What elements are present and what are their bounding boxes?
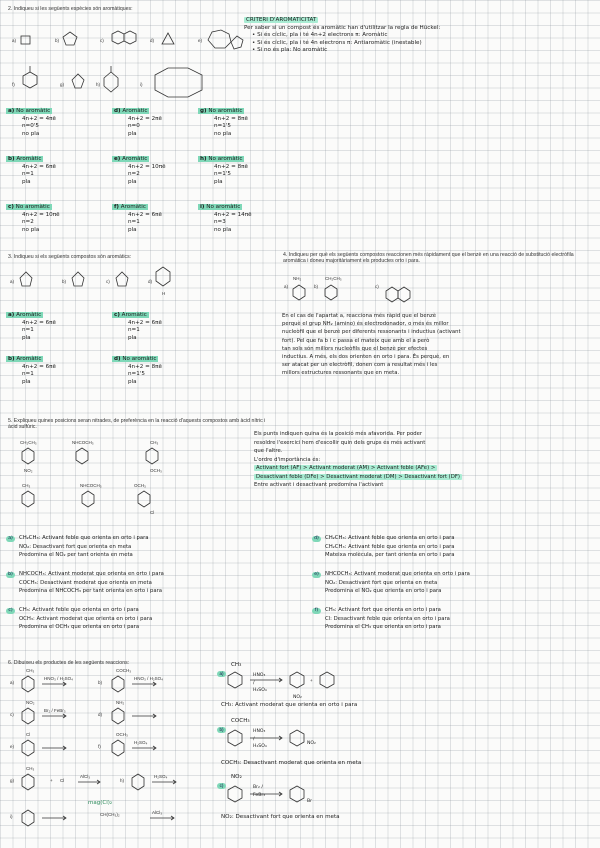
svg-text:e): e) (10, 744, 15, 749)
svg-text:b): b) (314, 284, 319, 289)
svg-text:f): f) (12, 82, 15, 87)
svg-text:OCH₃: OCH₃ (134, 483, 146, 488)
svg-text:NH₂: NH₂ (116, 700, 125, 705)
q5-answer-b: b) NHCOCH₃: Activant moderat que orienta en orto i para COCH₃: Desactivant moderat que orienta en meta Predomina el NHCOCH₃ per tant orienta en orto i para (6, 570, 164, 596)
q2-title: 2. Indiqueu si les següents espècies són aromàtiques: (8, 6, 133, 12)
svg-text:NO₂: NO₂ (24, 468, 33, 473)
svg-text:Cl: Cl (60, 778, 65, 783)
svg-text:HNO₃ / H₂SO₄: HNO₃ / H₂SO₄ (134, 676, 163, 681)
q4-mol-b-label: CH₂CH₃ (325, 276, 342, 281)
svg-text:d): d) (150, 38, 155, 43)
svg-text:i): i) (10, 814, 13, 819)
svg-text:Br₂ / FeBr₃: Br₂ / FeBr₃ (44, 708, 66, 713)
svg-text:OCH₃: OCH₃ (150, 468, 162, 473)
svg-text:c): c) (375, 284, 379, 289)
svg-text:b): b) (98, 680, 103, 685)
svg-text:CH₃: CH₃ (150, 440, 159, 445)
svg-text:+: + (310, 678, 313, 683)
q4-title: 4. Indiqueu per què els següents compostos reaccionen més ràpidament que el benzè en una reacció de substitució electròfila aromàtica i doneu majoritàriament els productes orto i para. (283, 252, 574, 265)
q3-title: 3. Indiqueu si els següents compostos són aromàtics: (8, 254, 132, 260)
q6-answer-c: c) NO₂ Br₂ / FeBr₃ Br NO₂: Desactivant fort que orienta en meta (217, 774, 230, 792)
svg-text:c): c) (100, 38, 104, 43)
svg-text:e): e) (198, 38, 203, 43)
q2-answer-c: c) No aromàtic 4n+2 = 10πē n=2 no pla (8, 204, 60, 233)
criteria-3: • Si no és pla: No aromàtic (252, 47, 328, 54)
svg-text:AlCl₃: AlCl₃ (80, 774, 91, 779)
q5-answer-a: a) CH₂CH₃: Activant feble que orienta en orto i para NO₂: Desactivant fort que orienta en meta Predomina el NO₂ per tant orienta en meta (6, 534, 149, 560)
svg-text:CH₃: CH₃ (26, 766, 35, 771)
q3-answer-a: a) Aromàtic 4n+2 = 6πē n=1 pla (8, 312, 56, 341)
svg-text:a): a) (284, 284, 289, 289)
svg-text:b): b) (55, 38, 60, 43)
svg-text:H: H (162, 291, 166, 296)
svg-text:CH₂CH₃: CH₂CH₃ (20, 440, 37, 445)
q5-answer-e: e) NHCOCH₃: Activant moderat que orienta en orto i para NO₂: Desactivant fort que orienta en meta Predomina el NO₂ que orienta en orto i para (312, 570, 470, 596)
svg-text:AlCl₃: AlCl₃ (152, 810, 163, 815)
q6-answer-a: a) CH₃ HNO₃ / H₂SO₄ NO₂ CH₃: Activant moderat que orienta en orto i para (217, 662, 230, 680)
svg-text:g): g) (60, 82, 65, 87)
q5-answer-c: c) CH₃: Activant feble que orienta en orto i para OCH₃: Activant moderat que orienta en orto i para Predomina el OCH₃ que orienta en orto i para (6, 606, 152, 632)
criteria-intro: Per saber si un compost és aromàtic han d'utilitzar la regla de Hückel: (244, 24, 441, 31)
svg-text:d): d) (148, 279, 153, 284)
q6-answer-b: b) COCH₃ HNO₃ / H₂SO₄ NO₂ COCH₃: Desactivant moderat que orienta en meta (217, 718, 230, 736)
svg-text:h): h) (96, 82, 101, 87)
q5-answer-f: f) CH₃: Activant fort que orienta en orto i para Cl: Desactivant feble que orienta en orto i para Predomina el CH₃ que orienta en orto i para (312, 606, 450, 632)
q3-answer-d: d) No aromàtic 4n+2 = 8πē n=1'5 pla (114, 356, 162, 385)
svg-text:b): b) (62, 279, 67, 284)
svg-text:a): a) (10, 279, 15, 284)
svg-text:HNO₃ / H₂SO₄: HNO₃ / H₂SO₄ (44, 676, 73, 681)
q2-answer-e: e) Aromàtic 4n+2 = 10πē n=2 pla (114, 156, 166, 185)
q3-answer-c: c) Aromàtic 4n+2 = 6πē n=1 pla (114, 312, 162, 341)
q3-answer-b: b) Aromàtic 4n+2 = 6πē n=1 pla (8, 356, 56, 385)
svg-text:COCH₃: COCH₃ (116, 668, 132, 673)
q2-answer-g: g) No aromàtic 4n+2 = 8πē n=1'5 no pla (200, 108, 248, 137)
svg-text:+: + (50, 778, 53, 783)
svg-text:Cl: Cl (26, 732, 31, 737)
q4-mol-a-label: NH₂ (293, 276, 302, 281)
svg-text:H₂SO₄: H₂SO₄ (154, 774, 168, 779)
svg-text:c): c) (106, 279, 110, 284)
q4-answer: En el cas de l'apartat a, reacciona més ràpid que el benzè perquè el grup NH₂ (amino) és electrodonador, o més és millor nucleòfil que el benzè per diferents ressonants i inductius (activant fort). Pel que fa b i c passa el mateix que amb el a però tan sols són millors nucleòfils que el benzè per efectes inductius. A més, els dos orienten en orto i para. És perquè, en ser atacat per un electròfil, donen com a resultat més i les millors estructures ressonants que en meta. (282, 313, 461, 377)
svg-text:g): g) (10, 778, 15, 783)
svg-text:h): h) (120, 778, 125, 783)
svg-text:CH₃: CH₃ (22, 483, 31, 488)
svg-text:OCH₃: OCH₃ (116, 732, 128, 737)
q5-title: 5. Expliqueu quines posicions seran nitrades, de preferència en la reacció d'aquests compostos amb àcid nítric i àcid sulfúric. (8, 418, 266, 431)
q2-answer-b: b) Aromàtic 4n+2 = 6πē n=1 pla (8, 156, 56, 185)
svg-text:a): a) (10, 680, 15, 685)
q6-scribble: mag(Cl)₂ (88, 800, 113, 806)
svg-text:CH₃: CH₃ (26, 668, 35, 673)
q2-answer-i: i) No aromàtic 4n+2 = 14πē n=3 no pla (200, 204, 252, 233)
svg-text:f): f) (98, 744, 101, 749)
svg-text:NO₂: NO₂ (26, 700, 35, 705)
svg-text:a): a) (12, 38, 17, 43)
criteria-2: • Si és cíclic, pla i té 4n electrons π: Antiaromàtic (inestable) (252, 39, 422, 46)
svg-text:c): c) (10, 712, 14, 717)
q2-answer-a: a) No aromàtic 4n+2 = 4πē n=0'5 no pla (8, 108, 56, 137)
svg-text:i): i) (140, 82, 143, 87)
criteria-1: • Si és cíclic, pla i té 4n+2 electrons π: Aromàtic (252, 32, 388, 39)
q5-answer-d: d) CH₂CH₃: Activant feble que orienta en orto i para CH₂CH₃: Activant feble que orienta en orto i para Mateixa molècula, per tant orienta en orto i para (312, 534, 455, 560)
q5-intro: Els punts indiquen quina és la posició més afavorida. Per poder resoldre l'exercici hem d'escollir quin dels grups és més activant que l'altre. L'ordre d'importància és: Activant fort (AF) > Activant moderat (AM) > Activant feble (AFe) > Desactivant feble (DFe) > Desactivant moderat (DM) > Desactivant fort (DF) Entre activant i desactivant predomina l'activant (254, 431, 460, 488)
svg-text:NHCOCH₃: NHCOCH₃ (80, 483, 102, 488)
q6-title: 6. Dibuixeu els productes de les següents reaccions: (8, 660, 130, 666)
q2-answer-d: d) Aromàtic 4n+2 = 2πē n=0 pla (114, 108, 162, 137)
svg-text:Cl: Cl (150, 510, 155, 515)
svg-text:H₂SO₄: H₂SO₄ (134, 740, 148, 745)
q2-answer-h: h) No aromàtic 4n+2 = 8πē n=1'5 pla (200, 156, 248, 185)
svg-text:CH(CH₃)₂: CH(CH₃)₂ (100, 812, 120, 817)
q2-answer-f: f) Aromàtic 4n+2 = 6πē n=1 pla (114, 204, 162, 233)
svg-text:NHCOCH₃: NHCOCH₃ (72, 440, 94, 445)
svg-text:d): d) (98, 712, 103, 717)
criteria-title: CRITERI D'AROMATICITAT (246, 17, 317, 23)
